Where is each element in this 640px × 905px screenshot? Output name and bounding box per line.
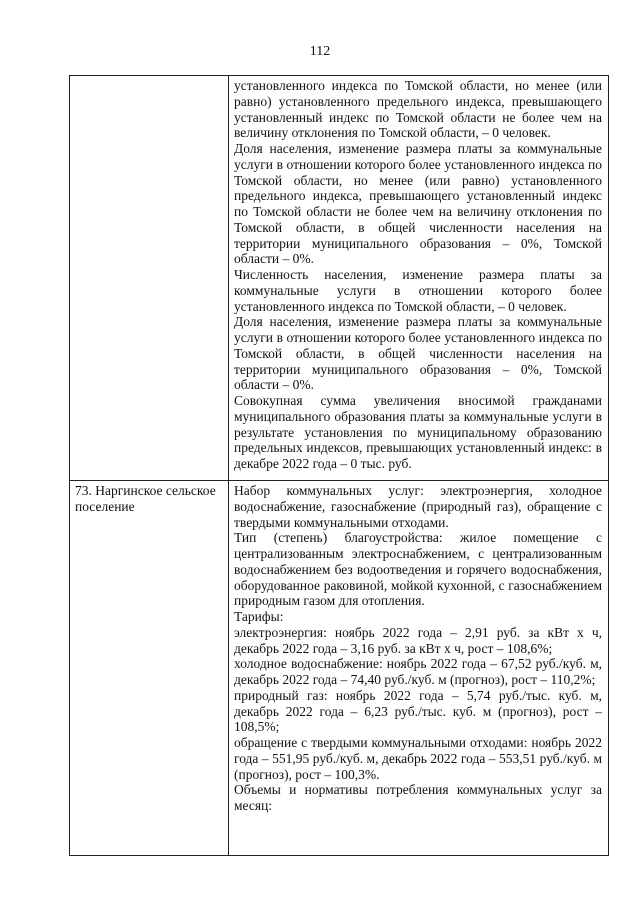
table-row xyxy=(70,76,609,481)
paragraph: Совокупная сумма увеличения вносимой гражданами муниципального образования платы за коммунальные услуги в результате установления по муниципальному образованию предельных индексов, превышающих установленный индекс: в декабре 2022 года – 0 тыс. руб. xyxy=(234,393,602,471)
paragraph: обращение с твердыми коммунальными отходами: ноябрь 2022 года – 551,95 руб./куб. м, декабрь 2022 года – 553,51 руб./куб. м (прогноз), рост – 100,3%. xyxy=(234,735,602,782)
paragraph: Тип (степень) благоустройства: жилое помещение с централизованным электроснабжением, с централизованным водоснабжением без водоотведения и горячего водоснабжения, оборудованное раковиной, мойкой кухонной, с газоснабжением природным газом для отопления. xyxy=(234,530,602,609)
municipality-name-cell: 73. Наргинское сельское поселение xyxy=(70,481,229,856)
paragraph: природный газ: ноябрь 2022 года – 5,74 руб./тыс. куб. м, декабрь 2022 года – 6,23 руб./тыс. куб. м (прогноз), рост – 108,5%; xyxy=(234,687,602,735)
paragraph: Набор коммунальных услуг: электроэнергия, холодное водоснабжение, газоснабжение (природный газ), обращение с твердыми коммунальными отходами. xyxy=(234,483,602,530)
paragraph: установленного индекса по Томской области, но менее (или равно) установленного предельного индекса, превышающего установленный индекс по Томской области не более чем на величину отклонения по Томской области, – 0 человек. xyxy=(234,78,602,141)
services-table xyxy=(69,75,609,856)
paragraph: Тарифы: xyxy=(234,609,284,624)
paragraph: Доля населения, изменение размера платы за коммунальные услуги в отношении которого более установленного индекса по Томской области, но менее (или равно) установленного предельного индекса, превышающего установленный индекс по Томской области не более чем на величину отклонения по Томской области, в общей численности населения на территории муниципального образования – 0%, Томской области – 0%. xyxy=(234,141,602,267)
paragraph: электроэнергия: ноябрь 2022 года – 2,91 руб. за кВт х ч, декабрь 2022 года – 3,16 руб. за кВт х ч, рост – 108,6%; xyxy=(234,624,602,656)
paragraph: Доля населения, изменение размера платы за коммунальные услуги в отношении которого более установленного индекса по Томской области, в общей численности населения на территории муниципального образования – 0%, Томской области – 0%. xyxy=(234,314,602,393)
description-cell xyxy=(229,481,609,856)
paragraph: Численность населения, изменение размера платы за коммунальные услуги в отношении которого более установленного индекса по Томской области, – 0 человек. xyxy=(234,267,602,314)
paragraph: холодное водоснабжение: ноябрь 2022 года – 67,52 руб./куб. м, декабрь 2022 года – 74,40 руб./куб. м (прогноз), рост – 110,2%; xyxy=(234,656,602,687)
page-number: 112 xyxy=(309,44,331,59)
description-cell xyxy=(229,76,609,481)
municipality-name-cell xyxy=(70,76,229,481)
paragraph: Объемы и нормативы потребления коммунальных услуг за месяц: xyxy=(234,782,602,813)
table-row xyxy=(70,481,609,856)
